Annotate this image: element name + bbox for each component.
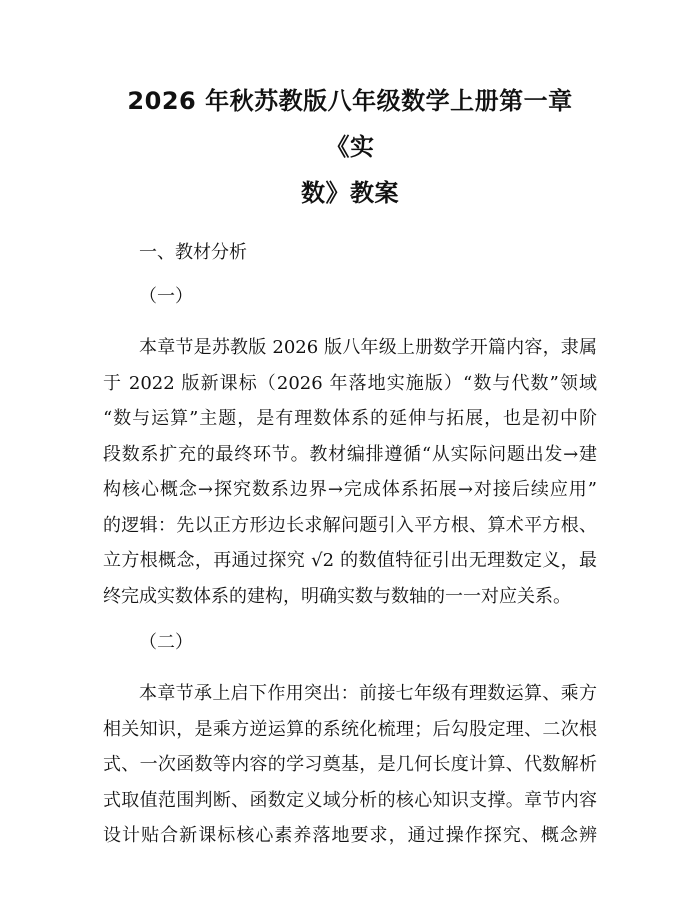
subsection-heading-2: （二）	[139, 632, 193, 653]
subsection-heading-1: （一）	[139, 286, 193, 307]
paragraph-1-line: 立方根概念，再通过探究 √2 的数值特征引出无理数定义，最	[103, 550, 597, 571]
paragraph-1-line: 的逻辑：先以正方形边长求解问题引入平方根、算术平方根、	[103, 514, 597, 536]
paragraph-1-line: “数与运算”主题，是有理数体系的延伸与拓展，也是初中阶	[103, 408, 597, 429]
title-line-1: 2026 年秋苏教版八年级数学上册第一章《实	[127, 87, 573, 161]
paragraph-2	[103, 676, 597, 854]
paragraph-1-line: 本章节是苏教版 2026 版八年级上册数学开篇内容，隶属	[139, 337, 597, 358]
section-heading-materials-analysis: 一、教材分析	[139, 242, 247, 263]
paragraph-2-line: 式取值范围判断、函数定义域分析的核心知识支撑。章节内容	[103, 789, 597, 811]
document-title	[103, 78, 597, 216]
paragraph-1-line: 终完成实数体系的建构，明确实数与数轴的一一对应关系。	[103, 585, 571, 607]
paragraph-1	[103, 330, 597, 614]
paragraph-2-line: 本章节承上启下作用突出：前接七年级有理数运算、乘方	[139, 683, 597, 704]
paragraph-1-line: 构核心概念→探究数系边界→完成体系拓展→对接后续应用”	[103, 479, 597, 500]
paragraph-1-line: 于 2022 版新课标（2026 年落地实施版）“数与代数”领域	[103, 372, 597, 394]
paragraph-1-line: 段数系扩充的最终环节。教材编排遵循“从实际问题出发→建	[103, 443, 597, 465]
paragraph-2-line: 相关知识，是乘方逆运算的系统化梳理；后勾股定理、二次根	[103, 718, 597, 740]
paragraph-2-line: 设计贴合新课标核心素养落地要求，通过操作探究、概念辨	[103, 825, 597, 846]
title-line-2: 数》教案	[301, 179, 399, 207]
paragraph-2-line: 式、一次函数等内容的学习奠基，是几何长度计算、代数解析	[103, 754, 597, 775]
